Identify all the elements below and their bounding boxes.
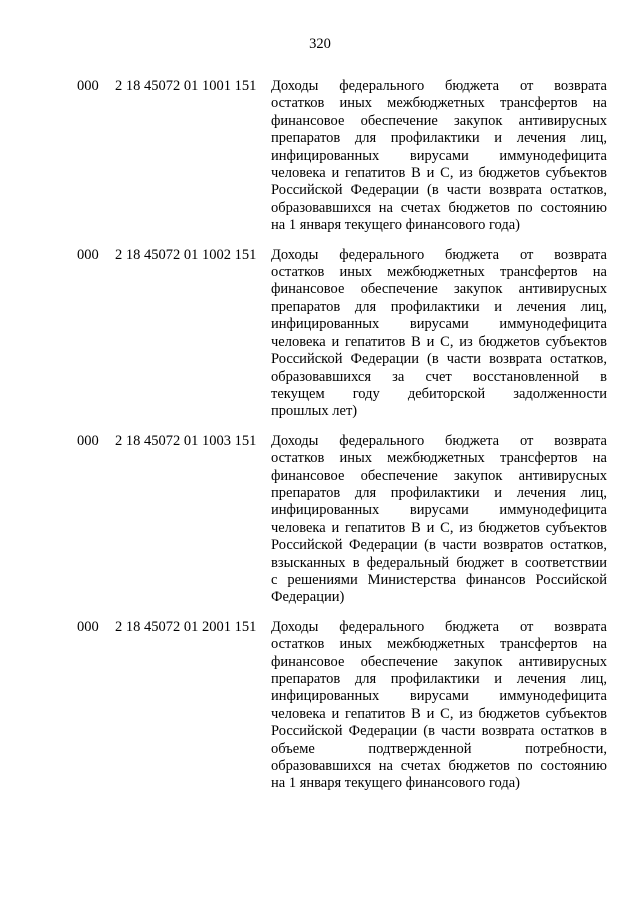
description-line: Российской Федерации (в части возвратов остатков,	[271, 537, 607, 554]
description-line: препаратов для профилактики и лечения лиц,	[271, 298, 607, 315]
description-line: препаратов для профилактики и лечения лиц,	[271, 484, 607, 501]
description-line: на 1 января текущего финансового года)	[271, 775, 520, 792]
description-line: финансовое обеспечение закупок антивирусных	[271, 112, 607, 129]
administrator-code: 000	[77, 618, 99, 635]
description-line: препаратов для профилактики и лечения лиц,	[271, 671, 607, 687]
description-line: финансовое обеспечение закупок антивирусных	[271, 281, 607, 298]
description-line: взысканных в федеральный бюджет в соответствии	[271, 554, 607, 571]
income-description	[271, 247, 607, 421]
budget-code-entry	[0, 247, 640, 421]
description-line: остатков иных межбюджетных трансфертов на	[271, 636, 607, 653]
description-line: человека и гепатитов B и C, из бюджетов субъектов	[271, 705, 607, 722]
description-line: Российской Федерации (в части возврата остатков,	[271, 351, 607, 368]
administrator-code: 000	[77, 432, 99, 449]
description-line: Доходы федерального бюджета от возврата	[271, 432, 607, 449]
description-line: на 1 января текущего финансового года)	[271, 217, 520, 234]
budget-code-entry	[0, 619, 640, 793]
budget-classification-code: 2 18 45072 01 1002 151	[115, 246, 257, 263]
description-line: образовавшихся на счетах бюджетов по состоянию	[271, 758, 607, 775]
description-line: Российской Федерации (в части возврата остатков в	[271, 723, 607, 740]
description-line: человека и гепатитов B и C, из бюджетов субъектов	[271, 165, 607, 182]
budget-classification-code: 2 18 45072 01 1003 151	[115, 432, 257, 449]
description-line: объеме подтвержденной потребности,	[271, 740, 607, 757]
description-line: финансовое обеспечение закупок антивирусных	[271, 467, 607, 484]
budget-code-entry	[0, 78, 640, 235]
income-description	[271, 433, 607, 607]
description-line: инфицированных вирусами иммунодефицита	[271, 502, 607, 519]
description-line: Доходы федерального бюджета от возврата	[271, 618, 607, 635]
description-line: Федерации)	[271, 589, 345, 606]
description-line: Российской Федерации (в части возврата остатков,	[271, 182, 607, 199]
administrator-code: 000	[77, 246, 99, 263]
description-line: прошлых лет)	[271, 403, 358, 420]
description-line: финансовое обеспечение закупок антивирусных	[271, 653, 607, 670]
income-description	[271, 619, 607, 793]
description-line: инфицированных вирусами иммунодефицита	[271, 316, 607, 333]
description-line: препаратов для профилактики и лечения лиц,	[271, 130, 607, 147]
description-line: остатков иных межбюджетных трансфертов на	[271, 264, 607, 281]
description-line: остатков иных межбюджетных трансфертов на	[271, 95, 607, 112]
description-line: с решениями Министерства финансов Российской	[271, 571, 607, 588]
description-line: человека и гепатитов B и C, из бюджетов субъектов	[271, 333, 607, 350]
income-description	[271, 78, 607, 235]
description-line: остатков иных межбюджетных трансфертов на	[271, 450, 607, 467]
description-line: инфицированных вирусами иммунодефицита	[271, 688, 607, 705]
budget-code-entry	[0, 433, 640, 607]
description-line: Доходы федерального бюджета от возврата	[271, 78, 607, 94]
description-line: текущем году дебиторской задолженности	[271, 385, 607, 402]
description-line: образовавшихся на счетах бюджетов по состоянию	[271, 199, 607, 216]
description-line: человека и гепатитов B и C, из бюджетов субъектов	[271, 519, 607, 536]
budget-classification-code: 2 18 45072 01 2001 151	[115, 618, 257, 635]
page-number: 320	[309, 36, 331, 52]
entries-list	[0, 78, 640, 805]
description-line: инфицированных вирусами иммунодефицита	[271, 147, 607, 164]
description-line: Доходы федерального бюджета от возврата	[271, 246, 607, 263]
description-line: образовавшихся за счет восстановленной в	[271, 368, 607, 385]
budget-classification-code: 2 18 45072 01 1001 151	[115, 78, 257, 94]
administrator-code: 000	[77, 78, 99, 94]
